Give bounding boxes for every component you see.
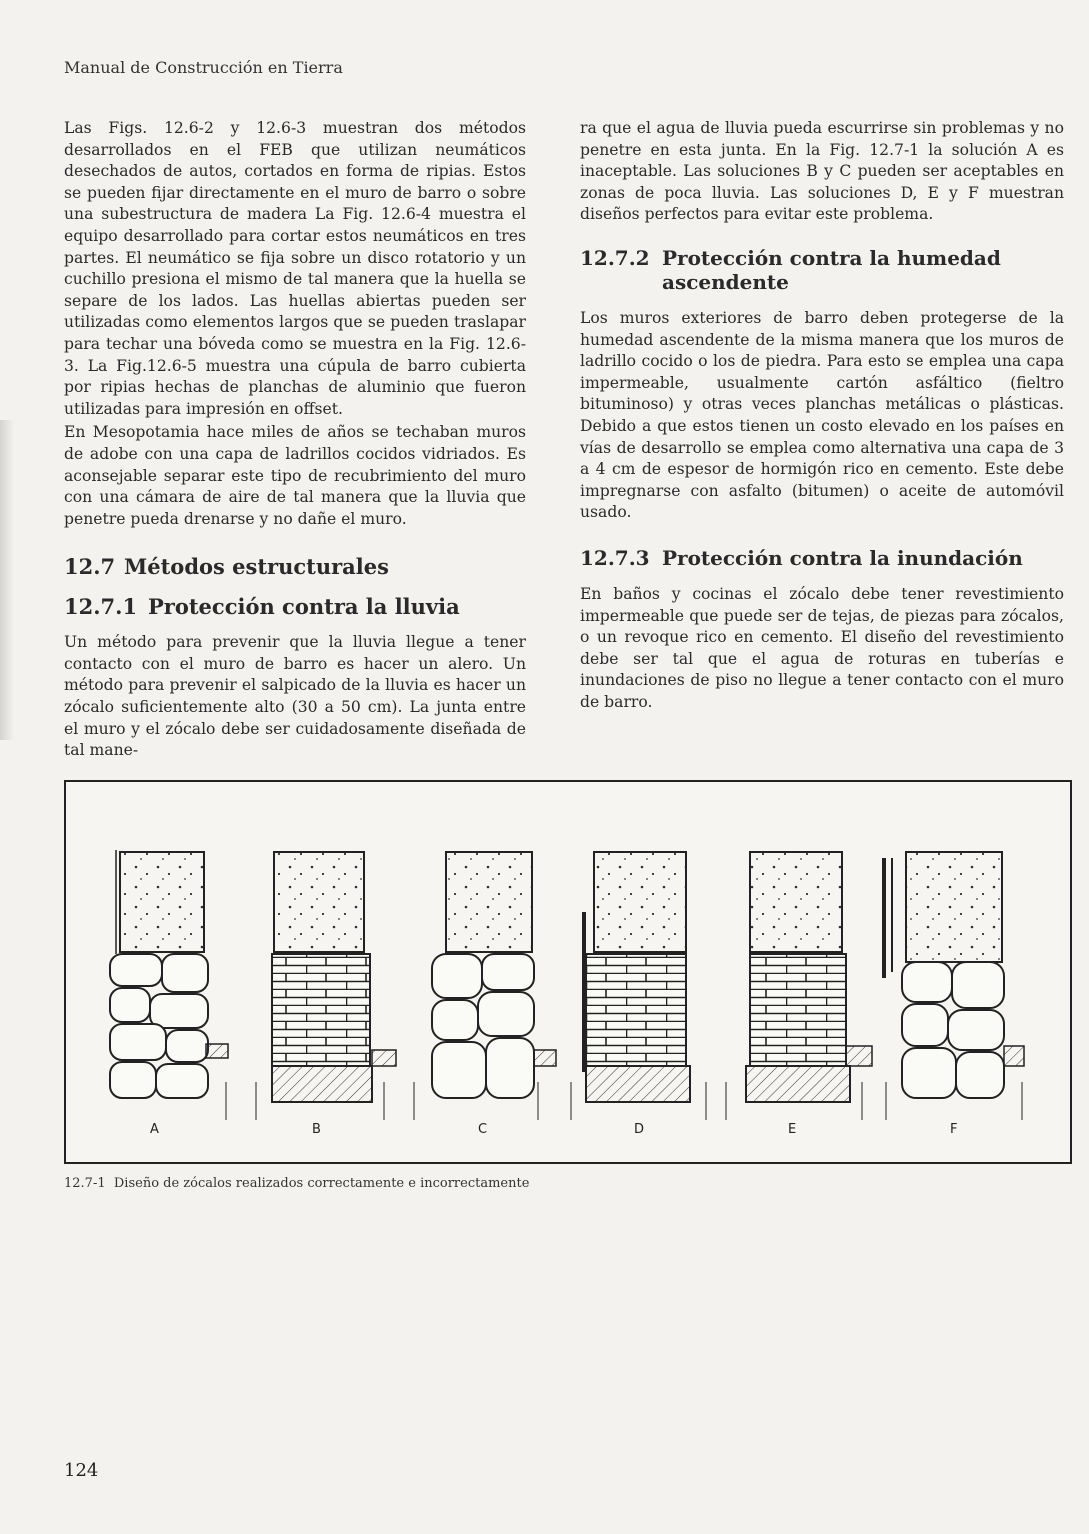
heading-12-7-1 <box>64 594 526 620</box>
page-number: 124 <box>64 1460 99 1481</box>
heading-title: Métodos estructurales <box>124 554 389 580</box>
right-column <box>580 118 1064 715</box>
figure-label-f: F <box>950 1122 958 1137</box>
heading-12-7 <box>64 554 526 580</box>
detail-a <box>110 850 228 1120</box>
scan-edge-shadow <box>0 420 14 740</box>
left-paragraph-1: Las Figs. 12.6-2 y 12.6-3 muestran dos métodos desarrollados en el FEB que utilizan neumáticos desechados de autos, cortados en forma de ripias. Estos se pueden fijar directamente en el muro de barro o sobre una subestructura de madera La Fig. 12.6-4 muestra el equipo desarrollado para cortar estos neumáticos en tres partes. El neumático se fija sobre un disco rotatorio y un cuchillo presiona el mismo de tal manera que la huella se separe de los lados. Las huellas abiertas pueden ser utilizadas como elementos largos que se pueden traslapar para techar una bóveda como se muestra en la Fig. 12.6-3. La Fig.12.6-5 muestra una cúpula de barro cubierta por ripias hechas de planchas de aluminio que fueron utilizadas para impresión en offset. <box>64 119 526 418</box>
figure-drawing <box>66 782 1074 1166</box>
heading-12-7-2 <box>580 246 1064 294</box>
figure-label-e: E <box>788 1122 797 1137</box>
heading-number: 12.7 <box>64 554 116 580</box>
figure-zocalos <box>64 780 1072 1164</box>
heading-number: 12.7.2 <box>580 245 650 270</box>
heading-title: Protección contra la inundación <box>662 545 1023 570</box>
left-paragraph-3: Un método para prevenir que la lluvia llegue a tener contacto con el muro de barro es hacer un alero. Un método para prevenir el salpicado de la lluvia es hacer un zócalo suficientemente alto (30 a 50 cm). La junta entre el muro y el zócalo debe ser cuidadosamente diseñada de tal mane- <box>64 633 526 760</box>
heading-title: Protección contra la humedad ascendente <box>662 245 1001 294</box>
detail-f <box>884 852 1024 1120</box>
right-paragraph-1: ra que el agua de lluvia pueda escurrirse sin problemas y no penetre en esta junta. En la Fig. 12.7-1 la solución A es inaceptable. Las soluciones B y C pueden ser aceptables en zonas de poca lluvia. Las soluciones D, E y F muestran diseños perfectos para evitar este problema. <box>580 119 1064 224</box>
left-column <box>64 118 526 764</box>
heading-number: 12.7.1 <box>64 594 138 620</box>
figure-label-d: D <box>634 1122 645 1137</box>
figure-label-b: B <box>312 1122 321 1137</box>
right-paragraph-2: Los muros exteriores de barro deben protegerse de la humedad ascendente de la misma manera que los muros de ladrillo cocido o los de piedra. Para esto se emplea una capa impermeable, usualmente cartón asfáltico (fieltro bituminoso) y otras veces planchas metálicas o plásticas. Debido a que estos tienen un costo elevado en los países en vías de desarrollo se emplea como alternativa una capa de 3 a 4 cm de espesor de hormigón rico en cemento. Este debe impregnarse con asfalto (bitumen) o aceite de automóvil usado. <box>580 308 1064 522</box>
figure-caption <box>64 1176 529 1191</box>
heading-number: 12.7.3 <box>580 545 650 570</box>
detail-d <box>571 852 706 1120</box>
caption-number: 12.7-1 <box>64 1176 106 1191</box>
detail-c <box>414 852 556 1120</box>
figure-label-a: A <box>150 1122 159 1137</box>
right-paragraph-3: En baños y cocinas el zócalo debe tener revestimiento impermeable que puede ser de tejas, de piezas para zócalos, o un revoque rico en cemento. El diseño del revestimiento debe ser tal que el agua de roturas en tuberías e inundaciones de piso no llegue a tener contacto con el muro de barro. <box>580 584 1064 711</box>
detail-b <box>256 852 396 1120</box>
running-head: Manual de Construcción en Tierra <box>64 58 343 77</box>
figure-label-c: C <box>478 1122 488 1137</box>
heading-12-7-3 <box>580 546 1064 570</box>
caption-text: Diseño de zócalos realizados correctamente e incorrectamente <box>113 1176 530 1191</box>
detail-e <box>726 852 872 1120</box>
left-paragraph-2: En Mesopotamia hace miles de años se techaban muros de adobe con una capa de ladrillos cocidos vidriados. Es aconsejable separar este tipo de recubrimiento del muro con una cámara de aire de tal manera que la lluvia que penetre pueda drenarse y no dañe el muro. <box>64 423 526 528</box>
heading-title: Protección contra la lluvia <box>148 594 460 620</box>
